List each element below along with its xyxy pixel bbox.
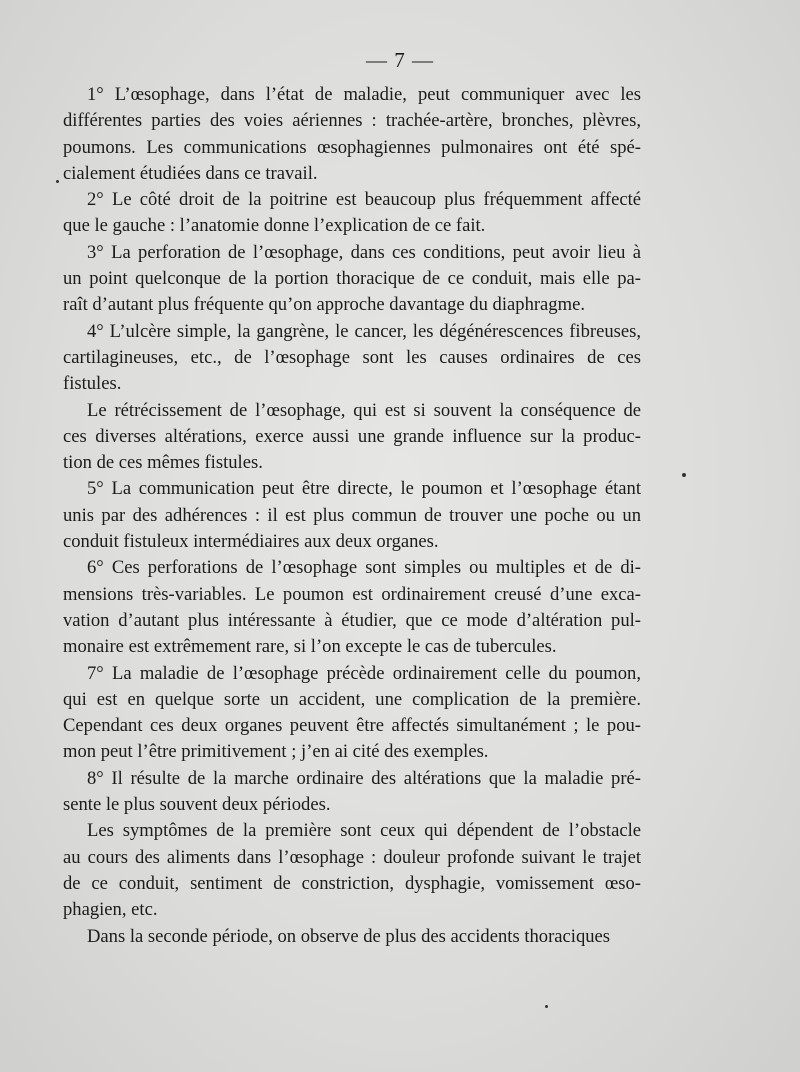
ink-speck (56, 180, 59, 183)
ink-speck (682, 473, 686, 477)
text-line: qui est en quelque sorte un accident, une complication de la première. (63, 688, 641, 710)
text-line: tion de ces mêmes fistules. (63, 452, 263, 474)
text-line: monaire est extrêmement rare, si l’on excepte le cas de tubercules. (63, 636, 557, 658)
text-line: conduit fistuleux intermédiaires aux deux organes. (63, 531, 439, 553)
text-line: 7° La maladie de l’œsophage précède ordinairement celle du poumon, (87, 662, 641, 684)
text-line: mensions très-variables. Le poumon est ordinairement creusé d’une exca- (63, 583, 641, 605)
text-line: 4° L’ulcère simple, la gangrène, le cancer, les dégénérescences fibreuses, (87, 320, 641, 342)
text-line: 5° La communication peut être directe, le poumon et l’œsophage étant (87, 478, 641, 500)
text-line: cialement étudiées dans ce travail. (63, 162, 318, 184)
text-line: Cependant ces deux organes peuvent être affectés simultanément ; le pou- (63, 715, 641, 737)
text-line: 1° L’œsophage, dans l’état de maladie, peut communiquer avec les (87, 84, 641, 105)
text-line: Le rétrécissement de l’œsophage, qui est si souvent la conséquence de (87, 399, 641, 421)
text-line: sente le plus souvent deux périodes. (63, 794, 331, 816)
text-line: différentes parties des voies aériennes : trachée-artère, bronches, plèvres, (63, 110, 641, 132)
text-line: phagien, etc. (63, 899, 158, 921)
page-number: — 7 — (366, 48, 434, 72)
text-line: 3° La perforation de l’œsophage, dans ces conditions, peut avoir lieu à (87, 241, 641, 263)
body-text (63, 82, 641, 950)
text-line: au cours des aliments dans l’œsophage : douleur profonde suivant le trajet (63, 846, 641, 868)
text-line: raît d’autant plus fréquente qu’on approche davantage du diaphragme. (63, 294, 585, 316)
text-line: Dans la seconde période, on observe de plus des accidents thoraciques (87, 925, 611, 947)
text-line: 6° Ces perforations de l’œsophage sont simples ou multiples et de di- (87, 557, 641, 579)
text-line: mon peut l’être primitivement ; j’en ai cité des exemples. (63, 741, 489, 763)
text-line: poumons. Les communications œsophagiennes pulmonaires ont été spé- (63, 136, 641, 158)
text-line: 8° Il résulte de la marche ordinaire des altérations que la maladie pré- (87, 767, 641, 789)
text-line: que le gauche : l’anatomie donne l’explication de ce fait. (63, 215, 486, 237)
text-line: unis par des adhérences : il est plus commun de trouver une poche ou un (63, 504, 641, 526)
text-line: 2° Le côté droit de la poitrine est beaucoup plus fréquemment affecté (87, 189, 641, 211)
text-line: Les symptômes de la première sont ceux qui dépendent de l’obstacle (87, 820, 641, 842)
text-line: vation d’autant plus intéressante à étudier, que ce mode d’altération pul- (63, 609, 641, 631)
text-line: un point quelconque de la portion thoracique de ce conduit, mais elle pa- (63, 268, 641, 290)
text-line: cartilagineuses, etc., de l’œsophage sont les causes ordinaires de ces (63, 346, 641, 368)
text-line: ces diverses altérations, exerce aussi une grande influence sur la produc- (63, 425, 641, 447)
text-line: fistules. (63, 373, 122, 395)
text-line: de ce conduit, sentiment de constriction, dysphagie, vomissement œso- (63, 872, 641, 894)
ink-speck (545, 1005, 548, 1008)
